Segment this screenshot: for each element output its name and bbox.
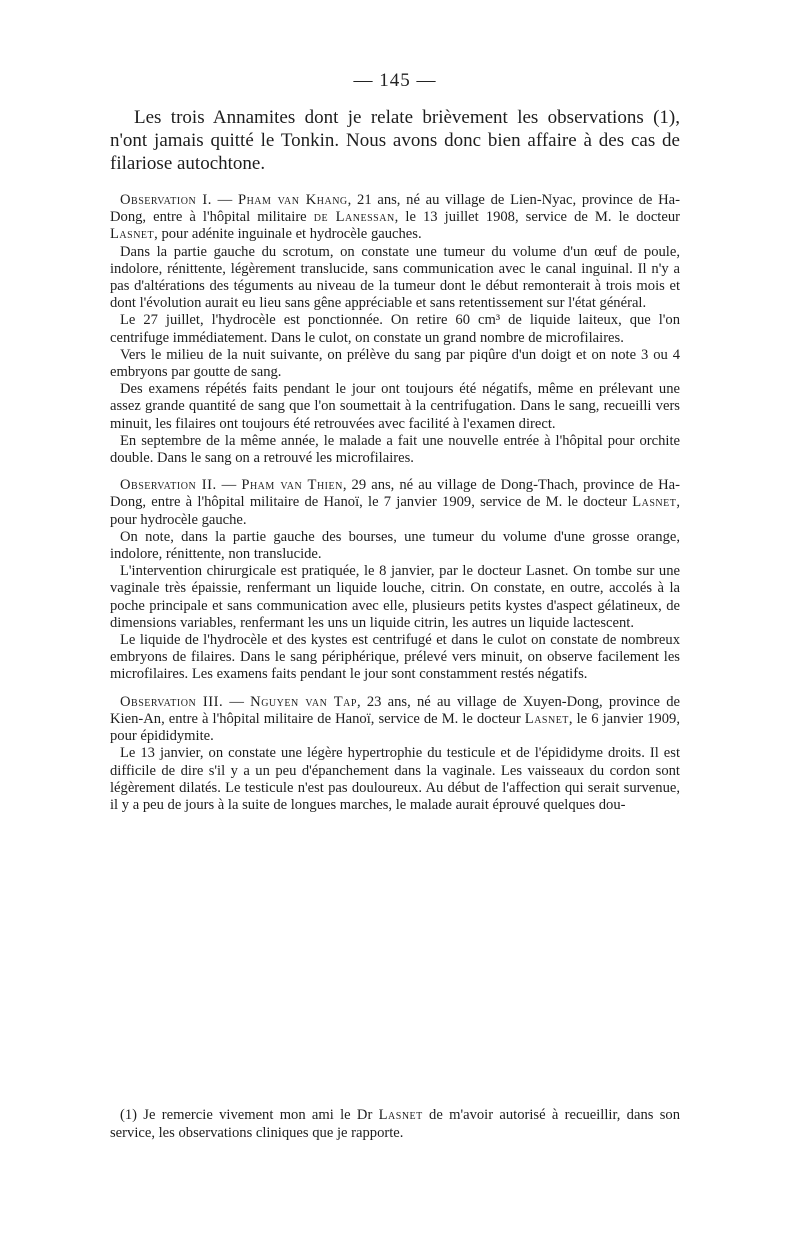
paragraph: Le 27 juillet, l'hydrocèle est ponctionnée. On retire 60 cm³ de liquide laiteux, que l'on centrifuge immédiatement. Dans le culot, on constate un grand nombre de microfilaires. [110,312,680,346]
intro-paragraph: Les trois Annamites dont je relate brièvement les observations (1), n'ont jamais quitté le Tonkin. Nous avons donc bien affaire à des cas de filariose autochtone. [110,107,680,174]
patient-name: Pham van Thien [241,477,343,494]
paragraph: On note, dans la partie gauche des bourses, une tumeur du volume d'une grosse orange, indolore, rénittente, non translucide. [110,528,680,563]
observation-3-header: Observation III. — Nguyen van Tap, 23 ans, né au village de Xuyen-Dong, province de Kien-An, entre à l'hôpital militaire de Hanoï, service de M. le docteur Lasnet, le 6 janvier 1909, pour épididymite. [110,693,680,745]
patient-name: Pham van Khang [237,192,348,208]
observation-label: Observation I. [120,192,212,208]
footnote-text: (1) Je remercie vivement mon ami le Dr Lasnet de m'avoir autorisé à recueillir, dans son service, les observations cliniques que je rapporte. [110,1107,680,1141]
observation-label: Observation III. [120,693,224,710]
paragraph: Le liquide de l'hydrocèle et des kystes est centrifugé et dans le culot on constate de nombreux embryons de filaires. Dans le sang périphérique, prélevé vers minuit, on observe facilement les microfilaires. Les examens faits pendant le jour sont constamment restés négatifs. [110,632,680,683]
paragraph: Vers le milieu de la nuit suivante, on prélève du sang par piqûre d'un doigt et on note 3 ou 4 embryons par goutte de sang. [110,346,680,381]
page-body [110,70,680,814]
doctor-name: Lasnet [524,710,569,727]
observation-1-header: Observation I. — Pham van Khang, 21 ans, né au village de Lien-Nyac, province de Ha-Dong, entre à l'hôpital militaire de Lanessan, le 13 juillet 1908, service de M. le docteur Lasnet, pour adénite inguinale et hydrocèle gauches. [110,192,680,243]
doctor-name: Lasnet [378,1107,423,1123]
doctor-name: Lasnet [632,494,677,511]
paragraph: Des examens répétés faits pendant le jour ont toujours été négatifs, même en prélevant une assez grande quantité de sang que l'on soumettait à la centrifugation. Dans le sang, recueilli vers minuit, les filaires ont toujours été retrouvées avec facilité à l'examen direct. [110,381,680,432]
hospital-name: de Lanessan [313,209,395,226]
paragraph: L'intervention chirurgicale est pratiquée, le 8 janvier, par le docteur Lasnet. On tombe sur une vaginale très épaissie, renfermant un liquide louche, citrin. On constate, en outre, accolés à la poche principale et sans communication avec elle, plusieurs petits kystes d'aspect gélatineux, de dimensions variables, renfermant les uns un liquide citrin, les autres un liquide lactescent. [110,563,680,631]
page-number: — 145 — [353,70,437,91]
doctor-name: Lasnet [110,226,155,243]
observation-label: Observation II. [120,477,217,494]
patient-name: Nguyen van Tap [250,693,357,710]
paragraph: En septembre de la même année, le malade a fait une nouvelle entrée à l'hôpital pour orchite double. Dans le sang on a retrouvé les microfilaires. [110,432,680,467]
paragraph: Le 13 janvier, on constate une légère hypertrophie du testicule et de l'épididyme droits. Il est difficile de dire s'il y a un peu d'épanchement dans la vaginale. Les vaisseaux du cordon sont légèrement dilatés. Le testicule n'est pas douloureux. Au début de l'affection qui serait survenue, il y a peu de jours à la suite de longues marches, le malade aurait éprouvé quelques dou- [110,745,680,813]
paragraph: Dans la partie gauche du scrotum, on constate une tumeur du volume d'un œuf de poule, indolore, rénittente, légèrement translucide, sans communication avec le canal inguinal. Il n'y a pas d'altérations des téguments au niveau de la tumeur dont le début remonterait à trois mois et dont l'évolution aurait eu lieu sans gêne appréciable et sans retentissement sur l'état général. [110,243,680,312]
footnote [110,1106,680,1142]
observation-2-header: Observation II. — Pham van Thien, 29 ans, né au village de Dong-Thach, province de Ha-Dong, entre à l'hôpital militaire de Hanoï, le 7 janvier 1909, service de M. le docteur Lasnet, pour hydrocèle gauche. [110,477,680,528]
